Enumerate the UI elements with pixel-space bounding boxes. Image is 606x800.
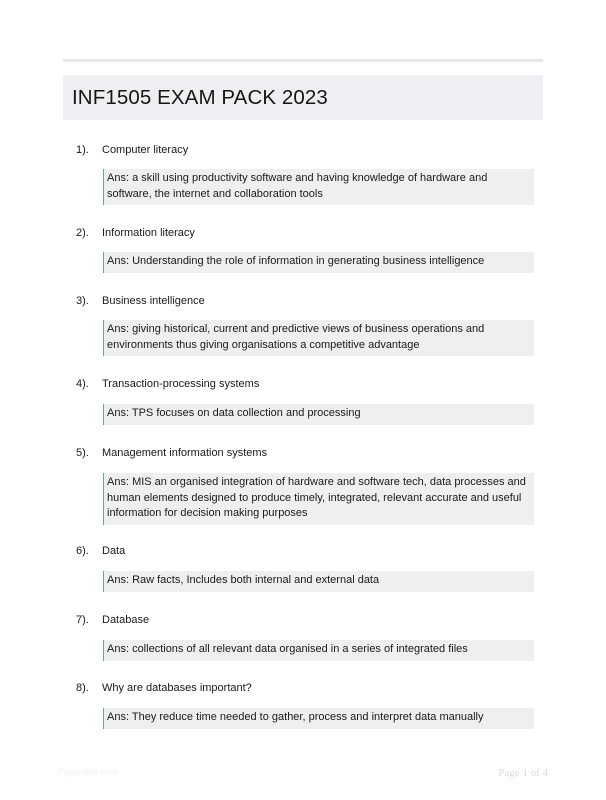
qa-item-8 xyxy=(0,682,606,723)
answer-box: Ans: TPS focuses on data collection and processing xyxy=(103,404,534,425)
qa-item-7 xyxy=(0,614,606,655)
question-text: Database xyxy=(102,614,150,626)
question-number: 5). xyxy=(76,447,89,459)
answer-box: Ans: MIS an organised integration of hardware and software tech, data processes and human elements designed to produce timely, integrated, relevant accurate and useful information for decision making purposes xyxy=(103,473,534,525)
question-text: Why are databases important? xyxy=(102,682,252,694)
qa-item-4 xyxy=(0,378,606,419)
question-number: 3). xyxy=(76,295,89,307)
page-number: Page 1 of 4 xyxy=(498,767,548,779)
answer-box: Ans: Understanding the role of information in generating business intelligence xyxy=(103,252,534,273)
question-text: Information literacy xyxy=(102,227,195,239)
question-number: 6). xyxy=(76,545,89,557)
question-number: 7). xyxy=(76,614,89,626)
page-title: INF1505 EXAM PACK 2023 xyxy=(72,85,328,109)
answer-box: Ans: They reduce time needed to gather, process and interpret data manually xyxy=(103,708,534,729)
qa-item-2 xyxy=(0,227,606,267)
question-text: Management information systems xyxy=(102,447,268,459)
question-number: 1). xyxy=(76,144,89,156)
question-text: Data xyxy=(102,545,126,557)
top-divider xyxy=(63,59,543,62)
question-number: 4). xyxy=(76,378,89,390)
question-text: Computer literacy xyxy=(102,144,189,156)
question-number: 8). xyxy=(76,682,89,694)
answer-box: Ans: Raw facts, Includes both internal and external data xyxy=(103,571,534,592)
question-text: Transaction-processing systems xyxy=(102,378,260,390)
question-number: 2). xyxy=(76,227,89,239)
qa-item-5 xyxy=(0,447,606,519)
answer-box: Ans: collections of all relevant data organised in a series of integrated files xyxy=(103,640,534,661)
qa-item-1 xyxy=(0,144,606,200)
answer-box: Ans: a skill using productivity software and having knowledge of hardware and software, the internet and collaboration tools xyxy=(103,169,534,205)
qa-item-6 xyxy=(0,545,606,586)
answer-box: Ans: giving historical, current and predictive views of business operations and environments thus giving organisations a competitive advantage xyxy=(103,320,534,356)
qa-item-3 xyxy=(0,295,606,351)
question-text: Business intelligence xyxy=(102,295,205,307)
footer-watermark: Paperlible.com xyxy=(58,767,118,777)
title-banner xyxy=(63,75,543,120)
